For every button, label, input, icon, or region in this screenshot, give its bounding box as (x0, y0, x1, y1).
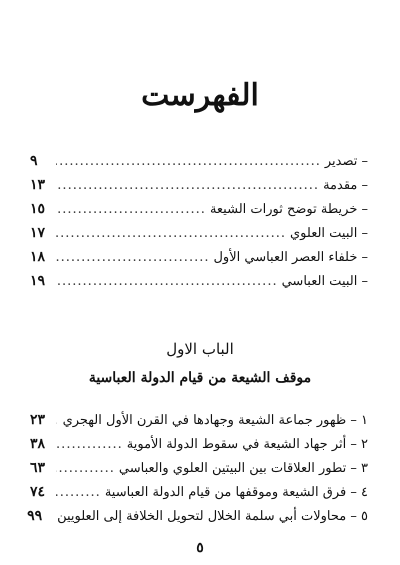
toc-entry-page: ١٣ (30, 177, 46, 193)
toc-entry (30, 249, 368, 271)
toc-entry (30, 153, 368, 175)
section-subtitle: موقف الشيعة من قيام الدولة العباسية (88, 370, 312, 386)
toc-entry-label: – تصدير (324, 154, 368, 169)
toc-entry-page: ٧٤ (30, 484, 46, 500)
toc-entry (30, 177, 368, 199)
toc-entry (30, 225, 368, 247)
toc-entry-page: ١٨ (30, 249, 46, 265)
leader-dots (56, 461, 115, 476)
toc-entry-label: – مقدمة (323, 178, 368, 193)
toc-entry-page: ٢٣ (30, 412, 46, 428)
toc-entry-label: ٤ – فرق الشيعة وموقفها من قيام الدولة العباسية (104, 485, 368, 500)
leader-dots (56, 485, 101, 500)
leader-dots (56, 413, 59, 428)
toc-entry (30, 273, 368, 295)
leader-dots (56, 178, 319, 193)
toc-entry (30, 201, 368, 223)
toc-entry-label: – البيت العباسي (281, 274, 368, 289)
toc-entry-label: – البيت العلوي (290, 226, 368, 241)
toc-entry-page: ٩ (30, 153, 38, 169)
toc-entry (30, 484, 368, 506)
toc-entry-page: ١٩ (30, 273, 46, 289)
toc-entry-label: – خلفاء العصر العباسي الأول (213, 250, 368, 265)
leader-dots (56, 437, 123, 452)
toc-entry (30, 412, 368, 434)
toc-entry-label: – خريطة توضح ثورات الشيعة (209, 202, 368, 217)
leader-dots (56, 202, 206, 217)
toc-entry (30, 460, 368, 482)
toc-entry-page: ٣٨ (30, 436, 46, 452)
page-number: ٥ (196, 540, 204, 556)
toc-entry-page: ١٥ (30, 201, 46, 217)
toc-entry-page: ٦٣ (30, 460, 46, 476)
leader-dots (56, 154, 321, 169)
section-title: الباب الاول (166, 340, 234, 358)
toc-entry (27, 508, 368, 530)
toc-entry-label: ٥ – محاولات أبي سلمة الخلال لتحويل الخلافة إلى العلويين (57, 509, 368, 524)
toc-entry-page: ٩٩ (27, 508, 43, 524)
toc-entry-label: ٢ – أثر جهاد الشيعة في سقوط الدولة الأموية (126, 437, 368, 452)
toc-entry (30, 436, 368, 458)
toc-entry-page: ١٧ (30, 225, 46, 241)
toc-entry-label: ١ – ظهور جماعة الشيعة وجهادها في القرن الأول الهجري (62, 413, 368, 428)
leader-dots (56, 226, 286, 241)
leader-dots (56, 250, 209, 265)
page-title: الفهرست (141, 78, 259, 113)
leader-dots (56, 274, 278, 289)
toc-entry-label: ٣ – تطور العلاقات بين البيتين العلوي والعباسي (118, 461, 368, 476)
